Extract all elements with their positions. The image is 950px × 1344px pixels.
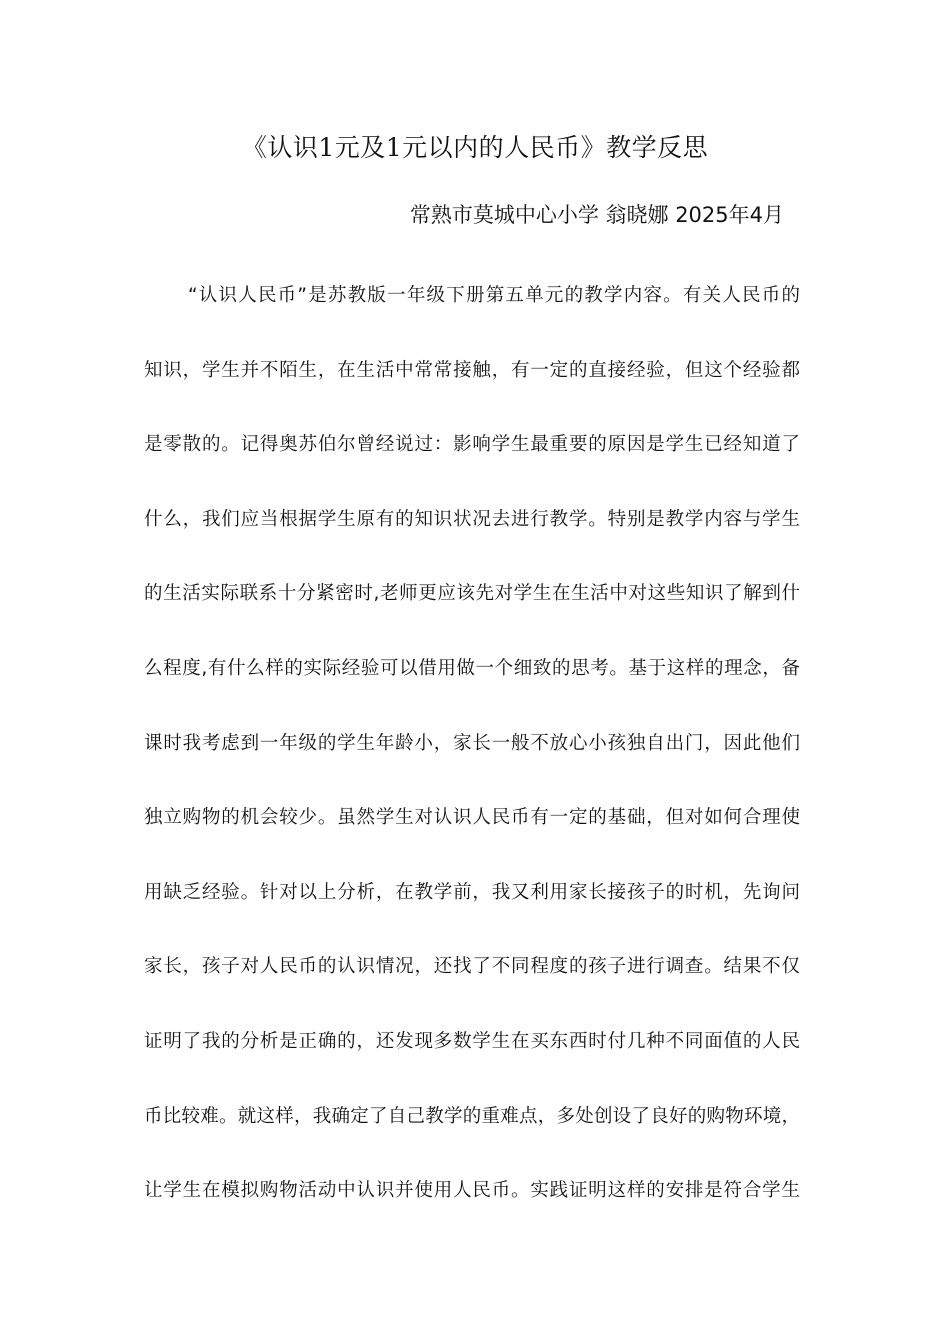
paragraph-line: 独立购物的机会较少。虽然学生对认识人民币有一定的基础，但对如何合理使 [144, 807, 800, 829]
body-paragraph [144, 259, 800, 1229]
document-title: 《认识1元及1元以内的人民币》教学反思 [241, 133, 709, 162]
paragraph-line: 课时我考虑到一年级的学生年龄小，家长一般不放心小孩独自出门，因此他们 [144, 732, 800, 754]
paragraph-line: “认识人民币”是苏教版一年级下册第五单元的教学内容。有关人民币的 [188, 285, 800, 306]
paragraph-line: 么程度,有什么样的实际经验可以借用做一个细致的思考。基于这样的理念，备 [144, 657, 800, 679]
paragraph-line: 知识，学生并不陌生，在生活中常常接触，有一定的直接经验，但这个经验都 [144, 359, 800, 381]
paragraph-line: 币比较难。就这样，我确定了自己教学的重难点，多处创设了良好的购物环境， [144, 1105, 800, 1127]
paragraph-line: 让学生在模拟购物活动中认识并使用人民币。实践证明这样的安排是符合学生 [144, 1180, 800, 1202]
paragraph-line: 用缺乏经验。针对以上分析，在教学前，我又利用家长接孩子的时机，先询问 [144, 881, 800, 903]
paragraph-line: 什么，我们应当根据学生原有的知识状况去进行教学。特别是教学内容与学生 [144, 508, 800, 530]
paragraph-line: 的生活实际联系十分紧密时,老师更应该先对学生在生活中对这些知识了解到什 [144, 583, 800, 605]
paragraph-line: 是零散的。记得奥苏伯尔曾经说过：影响学生最重要的原因是学生已经知道了 [144, 434, 800, 456]
paragraph-line: 证明了我的分析是正确的，还发现多数学生在买东西时付几种不同面值的人民 [144, 1030, 800, 1052]
paragraph-line: 家长，孩子对人民币的认识情况，还找了不同程度的孩子进行调查。结果不仅 [144, 956, 800, 978]
author-byline: 常熟市莫城中心小学 翁晓娜 2025年4月 [409, 203, 784, 227]
